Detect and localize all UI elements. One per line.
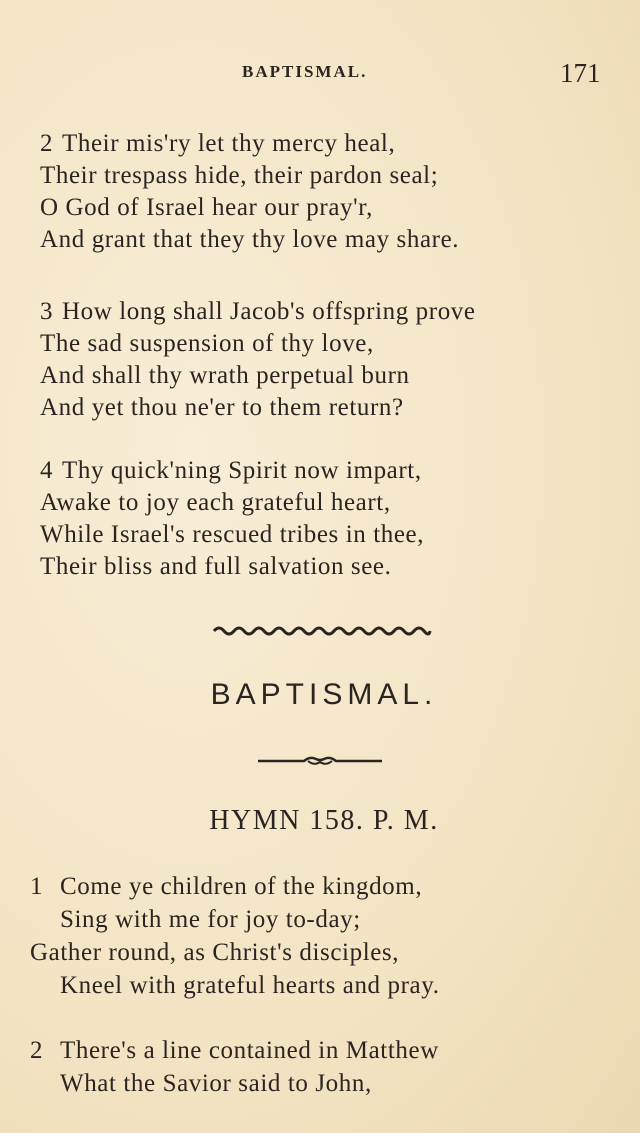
- stanza-line: And yet thou ne'er to them return?: [40, 394, 404, 421]
- stanza-line: Kneel with grateful hearts and pray.: [60, 972, 440, 999]
- stanza-line: And grant that they thy love may share.: [40, 226, 460, 253]
- running-head: BAPTISMAL.: [242, 62, 368, 81]
- section-title: BAPTISMAL.: [210, 678, 438, 711]
- verse-text: How long shall Jacob's offspring prove: [62, 298, 476, 325]
- ornamental-rule: [258, 754, 382, 768]
- wavy-divider-ornament: [212, 624, 432, 638]
- stanza-line: [40, 455, 620, 487]
- stanza-line: [40, 296, 620, 328]
- stanza-number: 1: [30, 873, 44, 900]
- page-number: 171: [560, 58, 601, 88]
- stanza-number: 2: [40, 130, 54, 157]
- hymn-stanza: [30, 1034, 610, 1100]
- stanza-line: [30, 870, 610, 903]
- verse-text: Their mis'ry let thy mercy heal,: [62, 130, 396, 157]
- stanza-line: And shall thy wrath perpetual burn: [40, 362, 410, 389]
- stanza-line: Gather round, as Christ's disciples,: [30, 939, 400, 966]
- hymn-stanza: [30, 870, 610, 1002]
- stanza-number: 2: [30, 1037, 44, 1064]
- stanza-line: Their bliss and full salvation see.: [40, 553, 392, 580]
- stanza: [40, 296, 620, 424]
- stanza-number: 3: [40, 298, 54, 325]
- stanza-line: Awake to joy each grateful heart,: [40, 489, 391, 516]
- stanza-line: [30, 1034, 610, 1067]
- stanza-line: What the Savior said to John,: [60, 1070, 372, 1097]
- stanza-line: O God of Israel hear our pray'r,: [40, 194, 373, 221]
- stanza: [40, 455, 620, 583]
- stanza-line: Their trespass hide, their pardon seal;: [40, 162, 439, 189]
- verse-text: Come ye children of the kingdom,: [60, 873, 423, 900]
- stanza-number: 4: [40, 457, 54, 484]
- stanza: [40, 128, 620, 256]
- verse-text: There's a line contained in Matthew: [60, 1037, 439, 1064]
- hymn-heading: HYMN 158. P. M.: [209, 805, 439, 836]
- stanza-line: While Israel's rescued tribes in thee,: [40, 521, 425, 548]
- stanza-line: [40, 128, 620, 160]
- stanza-line: Sing with me for joy to-day;: [60, 906, 361, 933]
- stanza-line: The sad suspension of thy love,: [40, 330, 374, 357]
- verse-text: Thy quick'ning Spirit now impart,: [62, 457, 422, 484]
